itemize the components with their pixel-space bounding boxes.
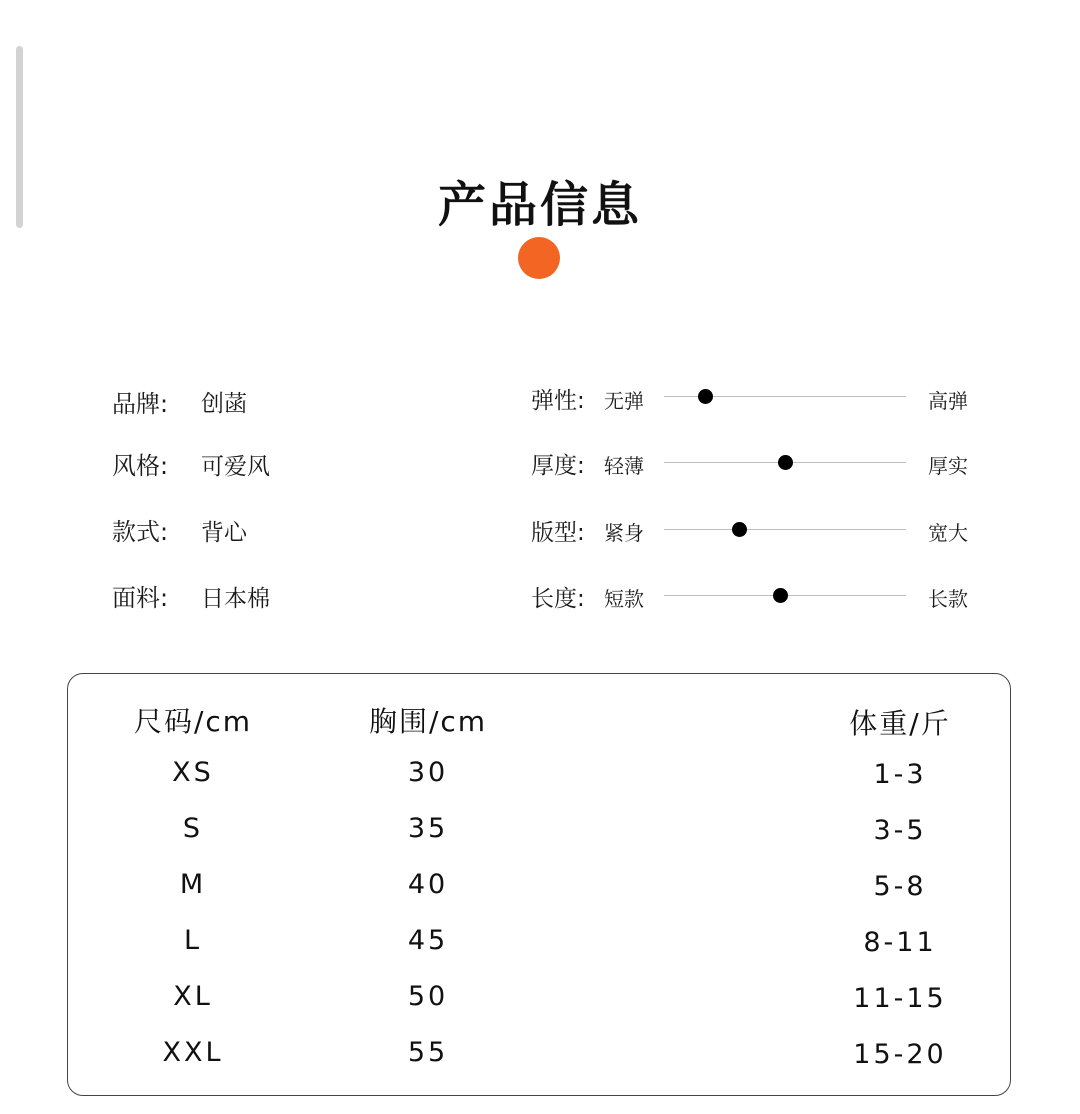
cell-chest: 55 bbox=[407, 1037, 449, 1068]
scale-track-elasticity bbox=[664, 396, 906, 397]
cell-weight: 1-3 bbox=[873, 759, 927, 790]
attribute-value-style: 可爱风 bbox=[201, 454, 270, 480]
attribute-value-fabric: 日本棉 bbox=[201, 586, 270, 612]
scale-max-elasticity: 高弹 bbox=[928, 389, 968, 413]
cell-chest: 40 bbox=[407, 869, 449, 900]
scale-max-length: 长款 bbox=[928, 587, 968, 611]
scale-knob-length bbox=[773, 588, 788, 603]
title-accent-dot bbox=[518, 237, 560, 279]
scale-max-thickness: 厚实 bbox=[928, 454, 968, 478]
page-title: 产品信息 bbox=[437, 177, 642, 233]
cell-size: S bbox=[182, 813, 204, 844]
attribute-label-fabric: 面料: bbox=[112, 584, 169, 612]
header-weight: 体重/斤 bbox=[849, 707, 951, 740]
attribute-value-brand: 创菡 bbox=[201, 391, 247, 417]
cell-chest: 50 bbox=[407, 981, 449, 1012]
header-chest: 胸围/cm bbox=[368, 705, 488, 738]
scale-min-elasticity: 无弹 bbox=[604, 389, 644, 413]
scale-label-thickness: 厚度: bbox=[531, 453, 585, 479]
cell-weight: 11-15 bbox=[853, 983, 947, 1014]
scale-min-fit: 紧身 bbox=[604, 521, 644, 545]
attribute-value-type: 背心 bbox=[201, 520, 247, 546]
scale-knob-thickness bbox=[778, 455, 793, 470]
scale-label-elasticity: 弹性: bbox=[531, 388, 585, 414]
scale-min-thickness: 轻薄 bbox=[604, 454, 644, 478]
scale-track-length bbox=[664, 595, 906, 596]
scale-label-fit: 版型: bbox=[531, 520, 585, 546]
scale-track-thickness bbox=[664, 462, 906, 463]
scale-min-length: 短款 bbox=[604, 587, 644, 611]
cell-chest: 45 bbox=[407, 925, 449, 956]
cell-size: M bbox=[179, 869, 207, 900]
cell-weight: 5-8 bbox=[873, 871, 927, 902]
scale-max-fit: 宽大 bbox=[928, 521, 968, 545]
cell-size: XXL bbox=[162, 1037, 224, 1068]
cell-size: XL bbox=[173, 981, 213, 1012]
scale-track-fit bbox=[664, 529, 906, 530]
cell-chest: 35 bbox=[407, 813, 449, 844]
scale-label-length: 长度: bbox=[531, 586, 585, 612]
cell-size: L bbox=[183, 925, 203, 956]
size-table bbox=[67, 673, 1011, 1096]
cell-size: XS bbox=[172, 757, 214, 788]
attribute-label-type: 款式: bbox=[112, 518, 169, 546]
attribute-label-style: 风格: bbox=[112, 452, 169, 480]
header-size: 尺码/cm bbox=[133, 705, 253, 738]
cell-weight: 3-5 bbox=[873, 815, 927, 846]
cell-weight: 8-11 bbox=[863, 927, 937, 958]
scale-knob-fit bbox=[732, 522, 747, 537]
cell-chest: 30 bbox=[407, 757, 449, 788]
attribute-label-brand: 品牌: bbox=[112, 390, 169, 418]
scale-knob-elasticity bbox=[698, 389, 713, 404]
cell-weight: 15-20 bbox=[853, 1039, 947, 1070]
